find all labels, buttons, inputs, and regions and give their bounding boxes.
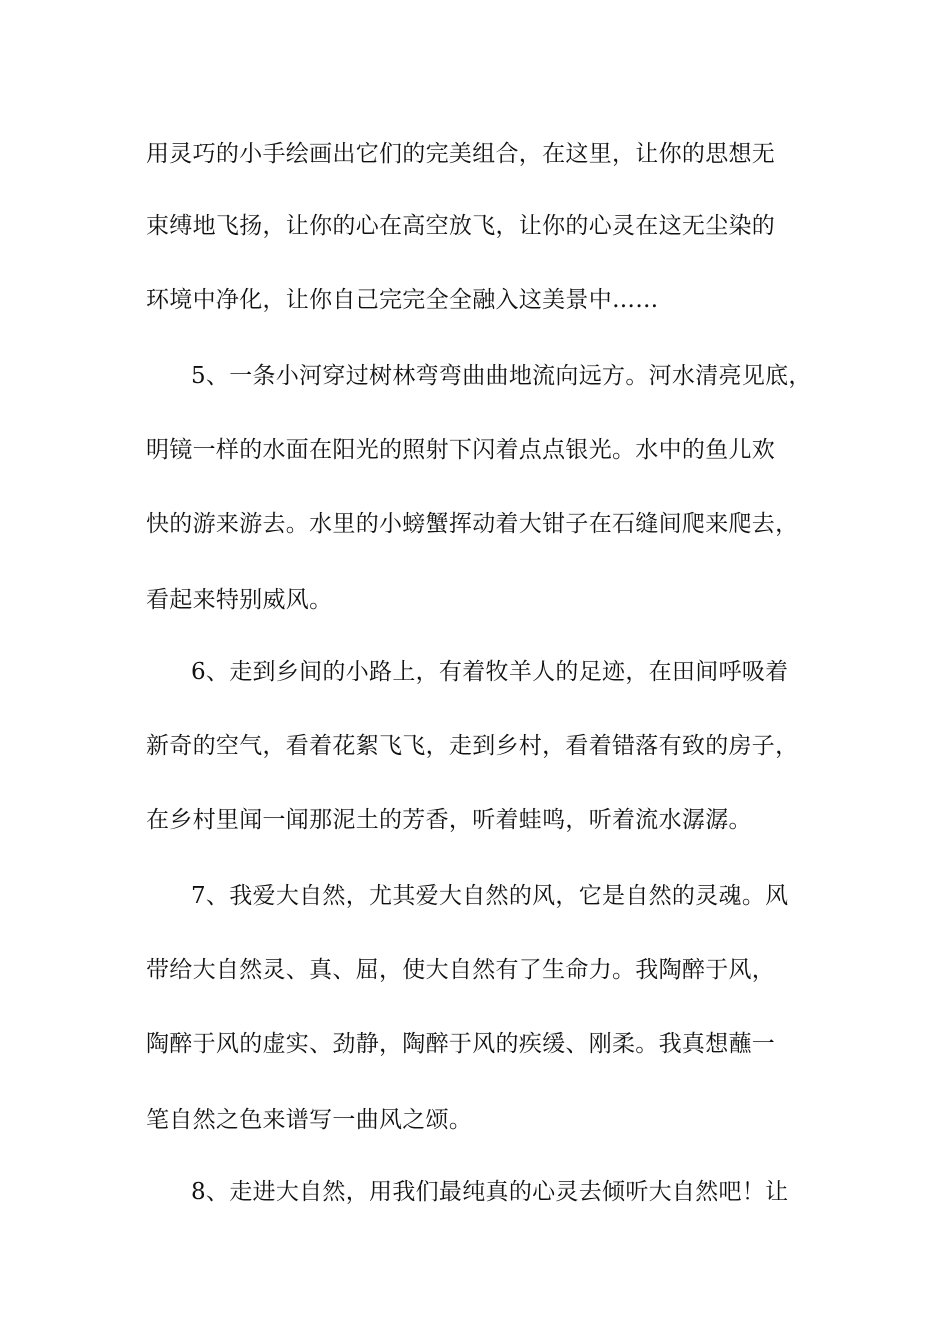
text-line: 用灵巧的小手绘画出它们的完美组合，在这里，让你的思想无: [146, 141, 776, 167]
text-line: 7、我爱大自然，尤其爱大自然的风，它是自然的灵魂。风: [191, 883, 789, 909]
text-line: 明镜一样的水面在阳光的照射下闪着点点银光。水中的鱼儿欢: [146, 437, 776, 463]
text-line: 在乡村里闻一闻那泥土的芳香，听着蛙鸣，听着流水潺潺。: [146, 807, 752, 833]
text-line: 带给大自然灵、真、屈，使大自然有了生命力。我陶醉于风，: [146, 957, 776, 983]
text-line: 环境中净化，让你自己完完全全融入这美景中……: [146, 287, 659, 313]
text-line: 快的游来游去。水里的小螃蟹挥动着大钳子在石缝间爬来爬去，: [146, 511, 799, 537]
text-line: 8、走进大自然，用我们最纯真的心灵去倾听大自然吧！让: [191, 1179, 789, 1205]
text-line: 6、走到乡间的小路上，有着牧羊人的足迹，在田间呼吸着: [191, 659, 789, 685]
text-line: 陶醉于风的虚实、劲静，陶醉于风的疾缓、刚柔。我真想蘸一: [146, 1031, 776, 1057]
text-line: 看起来特别威风。: [146, 587, 333, 613]
text-line: 5、一条小河穿过树林弯弯曲曲地流向远方。河水清亮见底，: [191, 363, 812, 389]
text-line: 新奇的空气，看着花絮飞飞，走到乡村，看着错落有致的房子，: [146, 733, 799, 759]
text-line: 束缚地飞扬，让你的心在高空放飞，让你的心灵在这无尘染的: [146, 213, 776, 239]
text-line: 笔自然之色来谱写一曲风之颂。: [146, 1107, 473, 1133]
